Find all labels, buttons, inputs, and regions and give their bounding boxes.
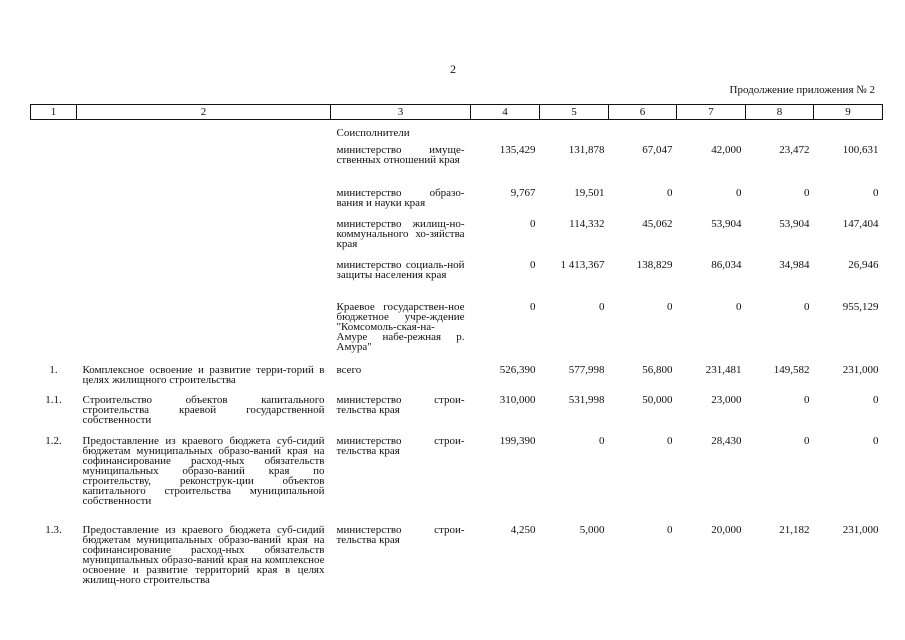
value-cell: 45,062 — [642, 217, 673, 230]
executor-cell: министерство строи-тельства края — [336, 393, 465, 416]
column-header: 8 — [746, 105, 814, 120]
value-cell: 4,250 — [510, 523, 536, 536]
value-cell: 149,582 — [773, 363, 810, 376]
value-cell: 0 — [873, 434, 879, 447]
description-cell: Комплексное освоение и развитие терри-торий в целях жилищного строительства — [82, 363, 325, 386]
value-cell: 0 — [804, 434, 810, 447]
executor-cell: министерство жилищ-но-коммунального хо-зяйства края — [336, 217, 465, 250]
value-cell: 28,430 — [711, 434, 742, 447]
table-row — [31, 141, 883, 184]
table-row — [31, 256, 883, 298]
value-cell: 0 — [736, 186, 742, 199]
value-cell: 20,000 — [711, 523, 742, 536]
continuation-caption: Продолжение приложения № 2 — [729, 84, 875, 96]
executor-cell: министерство строи-тельства края — [336, 434, 465, 457]
value-cell: 135,429 — [499, 143, 536, 156]
value-cell: 577,998 — [568, 363, 605, 376]
value-cell: 5,000 — [579, 523, 605, 536]
page-number: 2 — [450, 62, 456, 76]
value-cell: 955,129 — [842, 300, 879, 313]
value-cell: 67,047 — [642, 143, 673, 156]
value-cell: 34,984 — [779, 258, 810, 271]
value-cell: 0 — [667, 434, 673, 447]
value-cell: 147,404 — [842, 217, 879, 230]
value-cell: 0 — [873, 186, 879, 199]
value-cell: 0 — [667, 300, 673, 313]
executor-cell: Краевое государствен-ное бюджетное учре-ждение "Комсомоль-ская-на-Амуре набе-режная р. Амура" — [336, 300, 465, 353]
value-cell: 131,878 — [568, 143, 605, 156]
executor-cell: всего — [336, 363, 362, 376]
value-cell: 100,631 — [842, 143, 879, 156]
coexecutors-label: Соисполнители — [336, 127, 410, 139]
value-cell: 0 — [667, 523, 673, 536]
table-row — [31, 361, 883, 391]
value-cell: 0 — [804, 186, 810, 199]
value-cell: 0 — [530, 217, 536, 230]
column-header: 4 — [471, 105, 540, 120]
executor-cell: министерство социаль-ной защиты населения края — [336, 258, 465, 281]
value-cell: 50,000 — [642, 393, 673, 406]
value-cell: 0 — [530, 300, 536, 313]
executor-cell: министерство имуще-ственных отношений края — [336, 143, 465, 166]
description-cell: Строительство объектов капитального строительства краевой государственной собственности — [82, 393, 325, 426]
table-row — [31, 215, 883, 256]
table-row — [31, 391, 883, 432]
coexecutors-label-row — [31, 120, 883, 141]
value-cell: 53,904 — [711, 217, 742, 230]
value-cell: 0 — [530, 258, 536, 271]
value-cell: 0 — [804, 300, 810, 313]
value-cell: 199,390 — [499, 434, 536, 447]
value-cell: 0 — [736, 300, 742, 313]
value-cell: 19,501 — [574, 186, 605, 199]
table-row — [31, 298, 883, 361]
description-cell: Предоставление из краевого бюджета суб-сидий бюджетам муниципальных образо-ваний края на софинансирование расход-ных обязательств муниципальных образо-ваний края на комплексное освоение и развитие территорий края в целях жилищ-ного строительства — [82, 523, 325, 586]
value-cell: 23,000 — [711, 393, 742, 406]
value-cell: 21,182 — [779, 523, 810, 536]
value-cell: 42,000 — [711, 143, 742, 156]
table-row — [31, 432, 883, 521]
value-cell: 23,472 — [779, 143, 810, 156]
column-header: 6 — [609, 105, 677, 120]
value-cell: 231,000 — [842, 523, 879, 536]
row-index: 1.2. — [45, 434, 62, 447]
table-row — [31, 184, 883, 215]
value-cell: 53,904 — [779, 217, 810, 230]
value-cell: 138,829 — [636, 258, 673, 271]
column-header: 7 — [677, 105, 746, 120]
value-cell: 1 413,367 — [560, 258, 605, 271]
value-cell: 231,481 — [705, 363, 742, 376]
value-cell: 526,390 — [499, 363, 536, 376]
header-row — [31, 105, 883, 120]
value-cell: 56,800 — [642, 363, 673, 376]
column-header: 2 — [77, 105, 331, 120]
value-cell: 114,332 — [569, 217, 605, 230]
row-index: 1.3. — [45, 523, 62, 536]
value-cell: 26,946 — [848, 258, 879, 271]
value-cell: 0 — [599, 300, 605, 313]
table-row — [31, 521, 883, 605]
executor-cell: министерство строи-тельства края — [336, 523, 465, 546]
column-header: 9 — [814, 105, 883, 120]
value-cell: 0 — [804, 393, 810, 406]
executor-cell: министерство образо-вания и науки края — [336, 186, 465, 209]
value-cell: 310,000 — [499, 393, 536, 406]
budget-table — [30, 104, 883, 605]
description-cell: Предоставление из краевого бюджета суб-сидий бюджетам муниципальных образо-ваний края на софинансирование расход-ных обязательств муниципальных образо-ваний края по строительству, реконструк-ции объектов капитального строительства муниципальной собственности — [82, 434, 325, 507]
column-header: 5 — [540, 105, 609, 120]
value-cell: 86,034 — [711, 258, 742, 271]
value-cell: 531,998 — [568, 393, 605, 406]
value-cell: 0 — [667, 186, 673, 199]
row-index: 1. — [49, 363, 58, 376]
column-header: 1 — [31, 105, 77, 120]
row-index: 1.1. — [45, 393, 62, 406]
value-cell: 0 — [599, 434, 605, 447]
value-cell: 9,767 — [510, 186, 536, 199]
value-cell: 0 — [873, 393, 879, 406]
column-header: 3 — [331, 105, 471, 120]
value-cell: 231,000 — [842, 363, 879, 376]
